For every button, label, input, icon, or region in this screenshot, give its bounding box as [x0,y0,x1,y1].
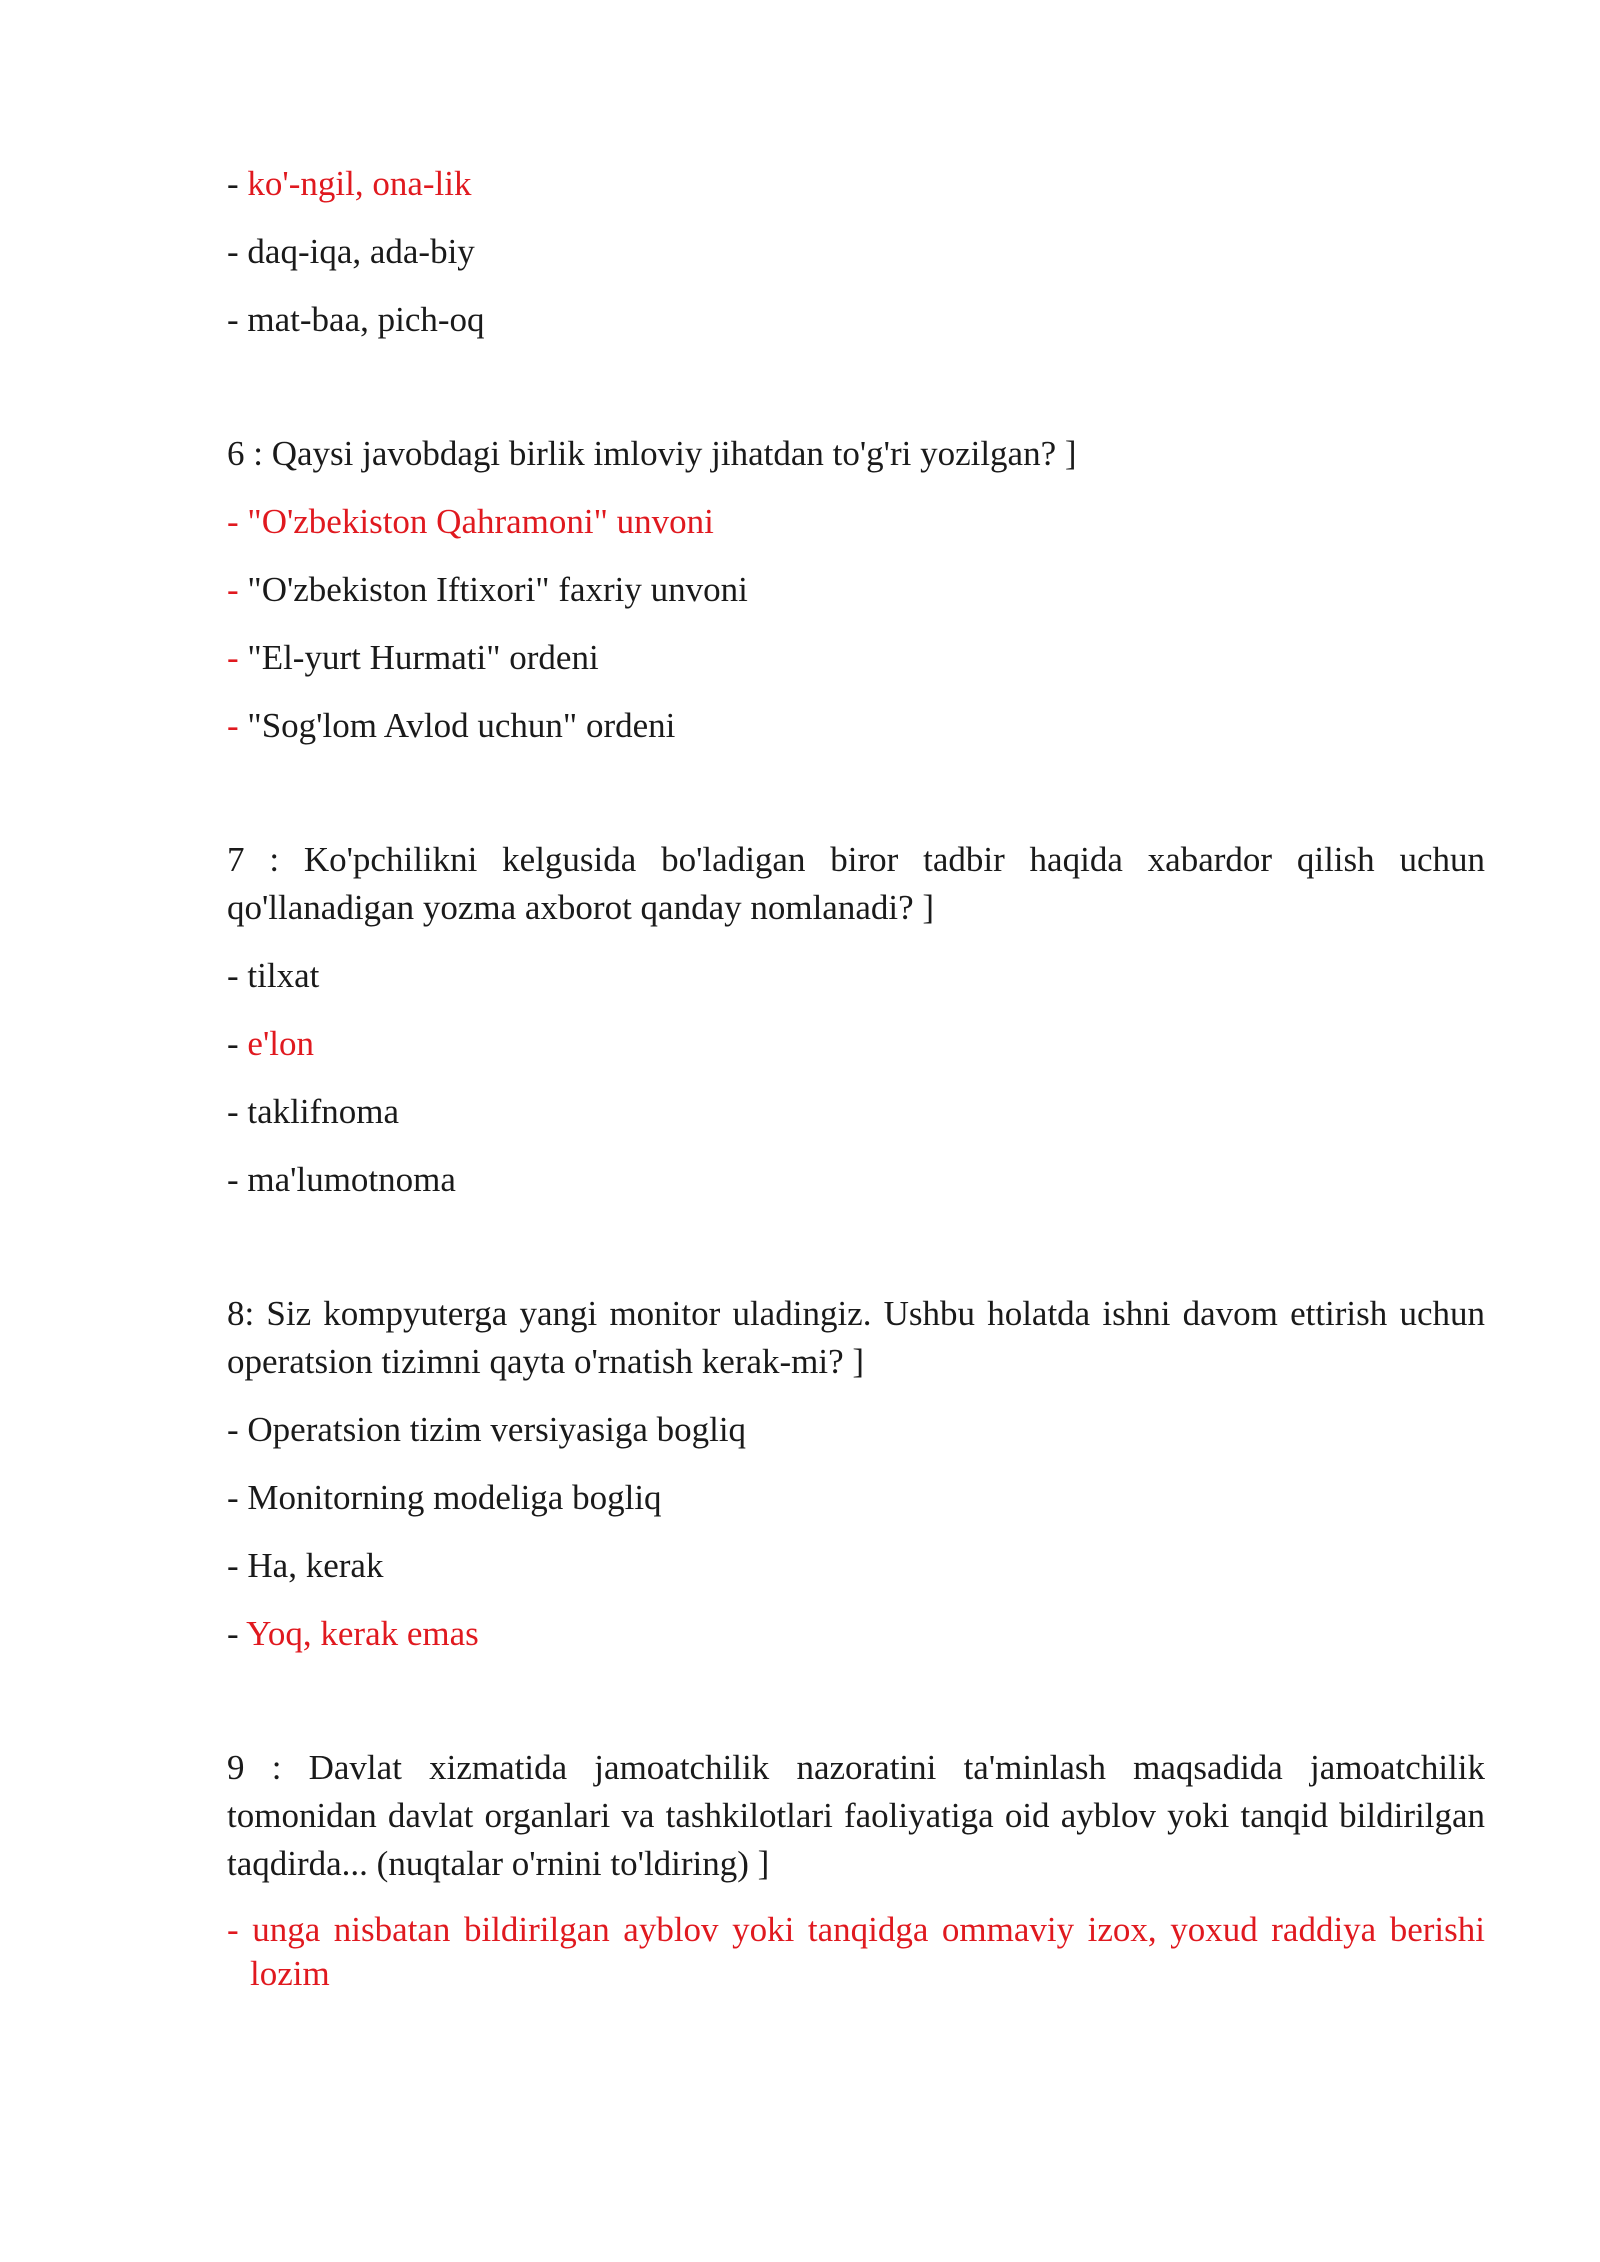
option-dash: - [227,164,248,203]
answer-option [227,1908,1485,1996]
option-text-correct: e'lon [247,1024,314,1063]
option-text: taklifnoma [247,1092,400,1131]
answer-option [227,228,1485,276]
option-dash: - [227,502,248,541]
option-text: ma'lumotnoma [247,1160,456,1199]
option-dash: - [227,1910,253,1949]
option-dash: - [227,1410,248,1449]
question-9: 9 : Davlat xizmatida jamoatchilik nazoratini ta'minlash maqsadida jamoatchilik tomonidan davlat organlari va tashkilotlari faoliyatiga oid ayblov yoki tanqid bildirilgan taqdirda... (nuqtalar o'rnini to'ldiring) ] [227,1748,1485,1883]
option-dash: - [227,706,248,745]
answer-option [227,1406,1485,1454]
option-dash: - [227,638,248,677]
answer-option [227,952,1485,1000]
answer-option [227,1610,1485,1658]
answer-option [227,498,1485,546]
question-6: 6 : Qaysi javobdagi birlik imloviy jihatdan to'g'ri yozilgan? ] [227,434,1077,473]
option-text-correct: unga nisbatan bildirilgan ayblov yoki tanqidga ommaviy izox, yoxud raddiya berishi lozim [250,1910,1485,1993]
option-dash: - [227,300,248,339]
answer-option [227,1542,1485,1590]
answer-option [227,702,1485,750]
answer-option [227,1156,1485,1204]
question-8: 8: Siz kompyuterga yangi monitor uladingiz. Ushbu holatda ishni davom ettirish uchun operatsion tizimni qayta o'rnatish kerak-mi? ] [227,1294,1485,1381]
document-page [227,160,1485,1996]
option-text: daq-iqa, ada-biy [247,232,475,271]
option-text-correct: "O'zbekiston Qahramoni" unvoni [247,502,714,541]
option-text: Monitorning modeliga bogliq [247,1478,662,1517]
option-text: "O'zbekiston Iftixori" faxriy unvoni [247,570,748,609]
option-text: tilxat [247,956,320,995]
answer-option [227,296,1485,344]
option-text: "Sog'lom Avlod uchun" ordeni [247,706,676,745]
option-text: Ha, kerak [247,1546,384,1585]
option-text: "El-yurt Hurmati" ordeni [247,638,599,677]
option-dash: - [227,1546,248,1585]
answer-option [227,1020,1485,1068]
option-dash: - [227,570,248,609]
option-dash: - [227,1024,248,1063]
answer-option [227,160,1485,208]
option-text-correct: ko'-ngil, ona-lik [247,164,472,203]
option-dash: - [227,1614,247,1653]
option-dash: - [227,232,248,271]
answer-option [227,1474,1485,1522]
answer-option [227,566,1485,614]
answer-option [227,634,1485,682]
option-dash: - [227,956,248,995]
option-text: mat-baa, pich-oq [247,300,485,339]
answer-option [227,1088,1485,1136]
option-dash: - [227,1478,248,1517]
option-dash: - [227,1092,248,1131]
option-text: Operatsion tizim versiyasiga bogliq [247,1410,747,1449]
option-text-correct: Yoq, kerak emas [246,1614,479,1653]
option-dash: - [227,1160,248,1199]
question-7: 7 : Ko'pchilikni kelgusida bo'ladigan biror tadbir haqida xabardor qilish uchun qo'llanadigan yozma axborot qanday nomlanadi? ] [227,840,1485,927]
